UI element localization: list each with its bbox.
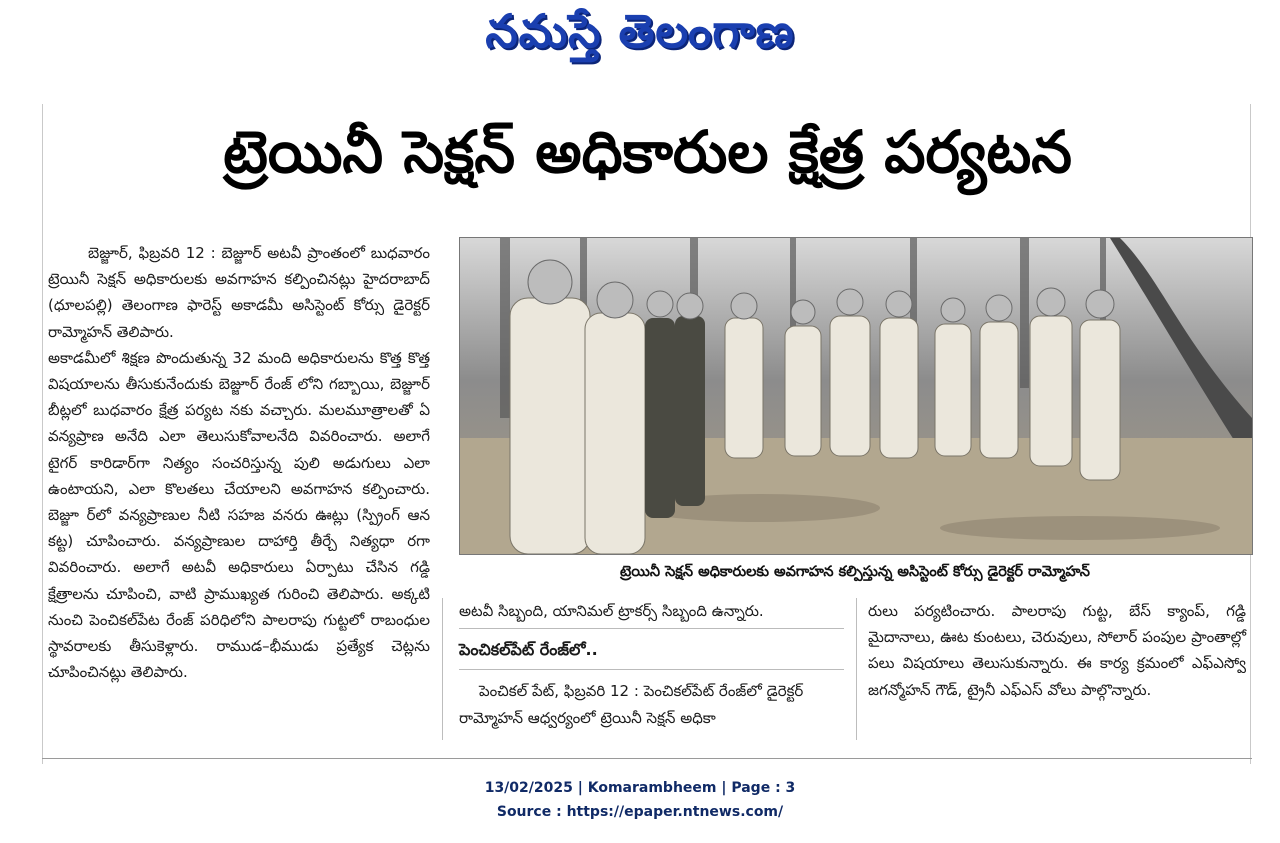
frame-bottom-rule bbox=[42, 758, 1252, 759]
column-divider bbox=[856, 598, 857, 740]
section-rule bbox=[459, 628, 844, 629]
masthead-logo: నమస్తే తెలంగాణ bbox=[485, 4, 795, 58]
frame-left-rule bbox=[42, 104, 43, 764]
forest-group-photo bbox=[460, 238, 1252, 554]
section-subheading: పెంచికల్‌పేట్ రేంజ్‌లో.. bbox=[459, 640, 598, 660]
article-headline: ట్రెయినీ సెక్షన్ అధికారుల క్షేత్ర పర్యటన bbox=[223, 118, 1072, 186]
article-paragraph: అటవీ సిబ్బంది, యానిమల్ ట్రాకర్స్ సిబ్బంది ఉన్నారు. bbox=[459, 602, 764, 620]
group-photo bbox=[459, 237, 1253, 555]
article-paragraph: అకాడమీలో శిక్షణ పొందుతున్న 32 మంది అధికారులను కొత్త కొత్త విషయాలను తీసుకునేందుకు బెజ్జూర్ రేంజ్ లోని గబ్బాయి, బెజ్జూర్ బీట్లలో బుధవారం క్షేత్ర పర్యట నకు వచ్చారు. మలమూత్రాలతో ఏ వన్యప్రాణ అనేది ఎలా తెలుసుకోవాలనేది వివరించారు. అలాగే టైగర్ కారిడార్‌గా నిత్యం సంచరిస్తున్న పులి అడుగులు ఎలా ఉంటాయని, ఎలా కొలతలు చేయాలని అవగాహన కల్పించారు. బెజ్జూ ర్‌లో వన్యప్రాణుల నీటి సహజ వనరు ఊట్లు (స్ప్రింగ్ ఆన కట్ట) చూపించారు. వన్యప్రాణుల దాహార్తి తీర్చే నిత్యధా రగా వివరించారు. అలాగే అటవీ అధికారులు ఏర్పాటు చేసిన గడ్డి క్షేత్రాలను చూపించి, వాటి ప్రాముఖ్యత గురించి తెలిపారు. అక్కటి నుంచి పెంచికల్‌పేట రేంజ్ పరిధిలోని పాలరాపు గుట్టలో రాబంధుల స్థావరాలకు తీసుకెళ్లారు. రాముడ–భీముడు ప్రత్యేక చెట్లను చూపించినట్లు తెలిపారు. bbox=[48, 348, 430, 682]
article-left-column bbox=[48, 240, 430, 685]
article-right-column bbox=[868, 598, 1246, 703]
article-paragraph: బెజ్జూర్, ఫిబ్రవరి 12 : బెజ్జూర్ అటవీ ప్రాంతంలో బుధవారం ట్రెయినీ సెక్షన్ అధికారులకు అవగాహన కల్పించినట్లు హైదరాబాద్ (ధూలపల్లి) తెలంగాణ ఫారెస్ట్ అకాడమీ అసిస్టెంట్ కోర్సు డైరెక్టర్ రామ్మోహన్ తెలిపారు. bbox=[48, 244, 430, 341]
footer-date-edition: 13/02/2025 | Komarambheem | Page : 3 bbox=[484, 780, 796, 796]
footer-source: Source : https://epaper.ntnews.com/ bbox=[496, 804, 784, 820]
article-paragraph: పెంచికల్ పేట్, ఫిబ్రవరి 12 : పెంచికల్‌పేట్ రేంజ్‌లో డైరెక్టర్ రామ్మోహన్ ఆధ్వర్యంలో ట్రెయినీ సెక్షన్ అధికా bbox=[459, 682, 804, 727]
section-rule bbox=[459, 669, 844, 670]
article-paragraph: రులు పర్యటించారు. పాలరాపు గుట్ట, బేస్ క్యాంప్, గడ్డి మైదానాలు, ఊట కుంటలు, చెరువులు, సోలార్ పంపుల ప్రాంతాల్లో పలు విషయాలు తెలుసుకున్నారు. ఈ కార్య క్రమంలో ఎఫ్ఎస్వో జగన్మోహన్ గౌడ్, ట్రైనీ ఎఫ్ఎస్ వోలు పాల్గొన్నారు. bbox=[868, 602, 1246, 699]
column-divider bbox=[442, 598, 443, 740]
photo-caption: ట్రెయినీ సెక్షన్ అధికారులకు అవగాహన కల్పిస్తున్న అసిస్టెంట్ కోర్సు డైరెక్టర్ రామ్మోహన్ bbox=[620, 564, 1090, 580]
article-middle-column bbox=[459, 598, 844, 731]
